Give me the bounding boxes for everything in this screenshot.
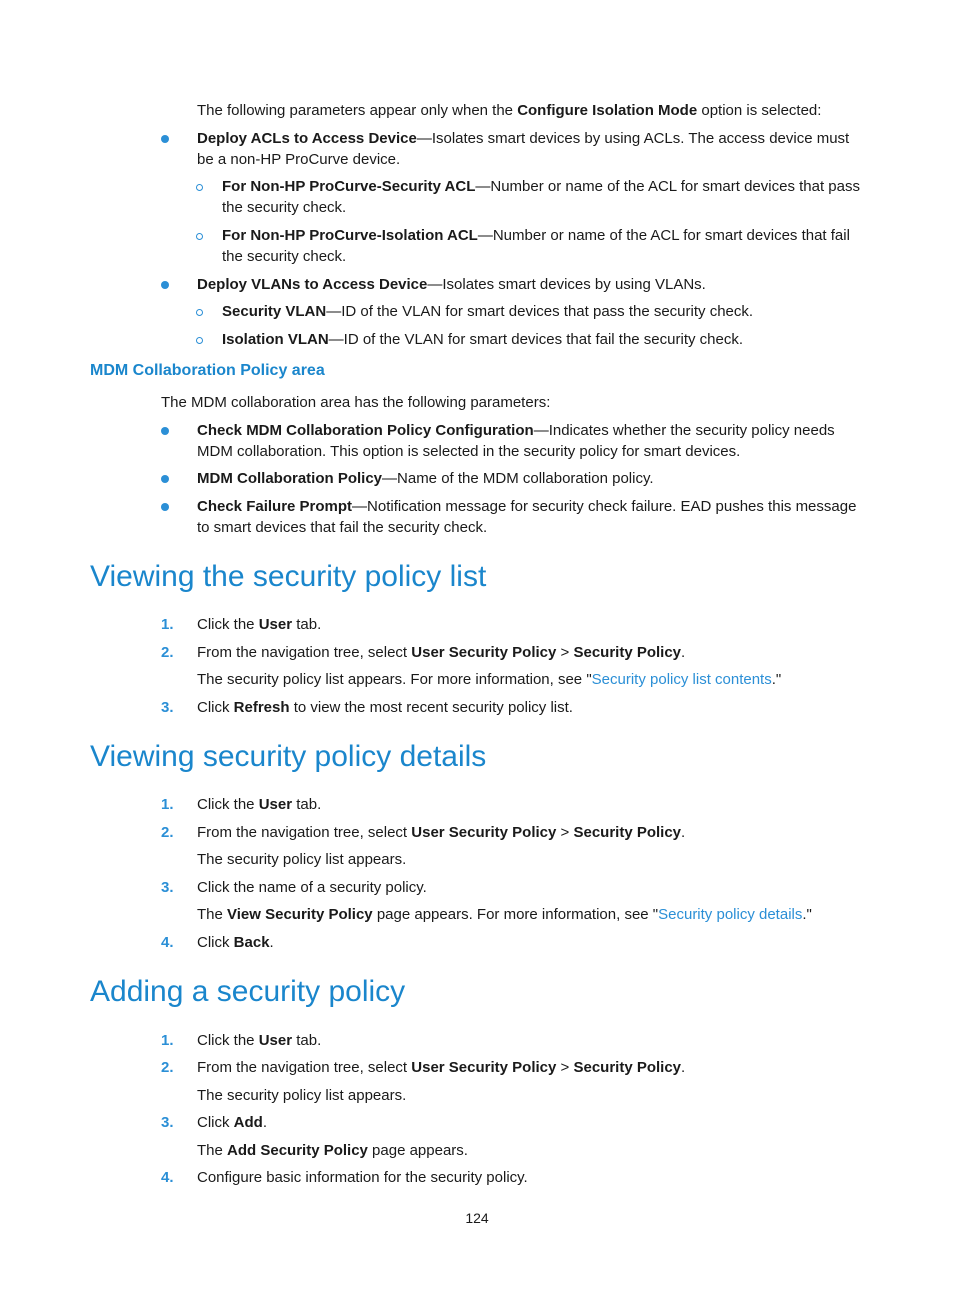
- section-heading-adding: Adding a security policy: [90, 975, 406, 1008]
- circle-bullet-icon: [196, 184, 203, 191]
- step-note: The security policy list appears.: [197, 851, 407, 868]
- step-number: 4.: [161, 934, 174, 951]
- list-item-security-vlan: Security VLAN—ID of the VLAN for smart devices that pass the security check.: [222, 303, 754, 320]
- mdm-heading: MDM Collaboration Policy area: [90, 362, 325, 379]
- step-item: Click the User tab.: [197, 796, 322, 813]
- step-number: 3.: [161, 1114, 174, 1131]
- mdm-intro: The MDM collaboration area has the following parameters:: [161, 394, 551, 411]
- step-number: 4.: [161, 1169, 174, 1186]
- step-number: 2.: [161, 644, 174, 661]
- step-note: The security policy list appears. For more information, see "Security policy list contents.": [197, 671, 782, 688]
- list-item-check-mdm: Check MDM Collaboration Policy Configuration—Indicates whether the security policy needs MDM collaboration. This option is selected in the security policy for smart devices.: [197, 422, 835, 460]
- link-security-policy-details[interactable]: Security policy details: [658, 906, 803, 923]
- bullet-icon: [161, 135, 169, 143]
- step-item: Click Refresh to view the most recent security policy list.: [197, 699, 573, 716]
- section-heading-viewing-details: Viewing security policy details: [90, 740, 487, 773]
- step-note: The View Security Policy page appears. For more information, see "Security policy details.": [197, 906, 812, 923]
- step-number: 3.: [161, 699, 174, 716]
- step-item: Configure basic information for the security policy.: [197, 1169, 528, 1186]
- step-item: Click the User tab.: [197, 616, 322, 633]
- step-number: 2.: [161, 1059, 174, 1076]
- step-number: 2.: [161, 824, 174, 841]
- step-item: From the navigation tree, select User Security Policy > Security Policy.: [197, 824, 686, 841]
- intro-text: The following parameters appear only when the Configure Isolation Mode option is selected:: [197, 102, 822, 119]
- list-item-security-acl: For Non-HP ProCurve-Security ACL—Number or name of the ACL for smart devices that pass the security check.: [222, 178, 860, 216]
- step-item: Click the User tab.: [197, 1032, 322, 1049]
- list-item-mdm-policy: MDM Collaboration Policy—Name of the MDM collaboration policy.: [197, 470, 654, 487]
- bullet-icon: [161, 475, 169, 483]
- step-item: Click Back.: [197, 934, 274, 951]
- step-number: 1.: [161, 1032, 174, 1049]
- list-item-isolation-vlan: Isolation VLAN—ID of the VLAN for smart devices that fail the security check.: [222, 331, 744, 348]
- circle-bullet-icon: [196, 233, 203, 240]
- step-note: The Add Security Policy page appears.: [197, 1142, 468, 1159]
- list-item-deploy-vlans: Deploy VLANs to Access Device—Isolates smart devices by using VLANs.: [197, 276, 706, 293]
- step-item: Click the name of a security policy.: [197, 879, 427, 896]
- step-item: From the navigation tree, select User Security Policy > Security Policy.: [197, 644, 686, 661]
- list-item-deploy-acls: Deploy ACLs to Access Device—Isolates smart devices by using ACLs. The access device must be a non-HP ProCurve device.: [197, 130, 850, 168]
- section-heading-viewing-list: Viewing the security policy list: [90, 560, 487, 593]
- bullet-icon: [161, 503, 169, 511]
- list-item-isolation-acl: For Non-HP ProCurve-Isolation ACL—Number or name of the ACL for smart devices that fail the security check.: [222, 227, 850, 265]
- step-note: The security policy list appears.: [197, 1087, 407, 1104]
- list-item-check-failure: Check Failure Prompt—Notification message for security check failure. EAD pushes this message to smart devices that fail the security check.: [197, 498, 857, 536]
- step-number: 3.: [161, 879, 174, 896]
- page-number: 124: [465, 1210, 489, 1226]
- circle-bullet-icon: [196, 309, 203, 316]
- circle-bullet-icon: [196, 337, 203, 344]
- bullet-icon: [161, 281, 169, 289]
- step-number: 1.: [161, 796, 174, 813]
- step-item: Click Add.: [197, 1114, 268, 1131]
- bullet-icon: [161, 427, 169, 435]
- step-item: From the navigation tree, select User Security Policy > Security Policy.: [197, 1059, 686, 1076]
- link-security-policy-list-contents[interactable]: Security policy list contents: [591, 671, 772, 688]
- step-number: 1.: [161, 616, 174, 633]
